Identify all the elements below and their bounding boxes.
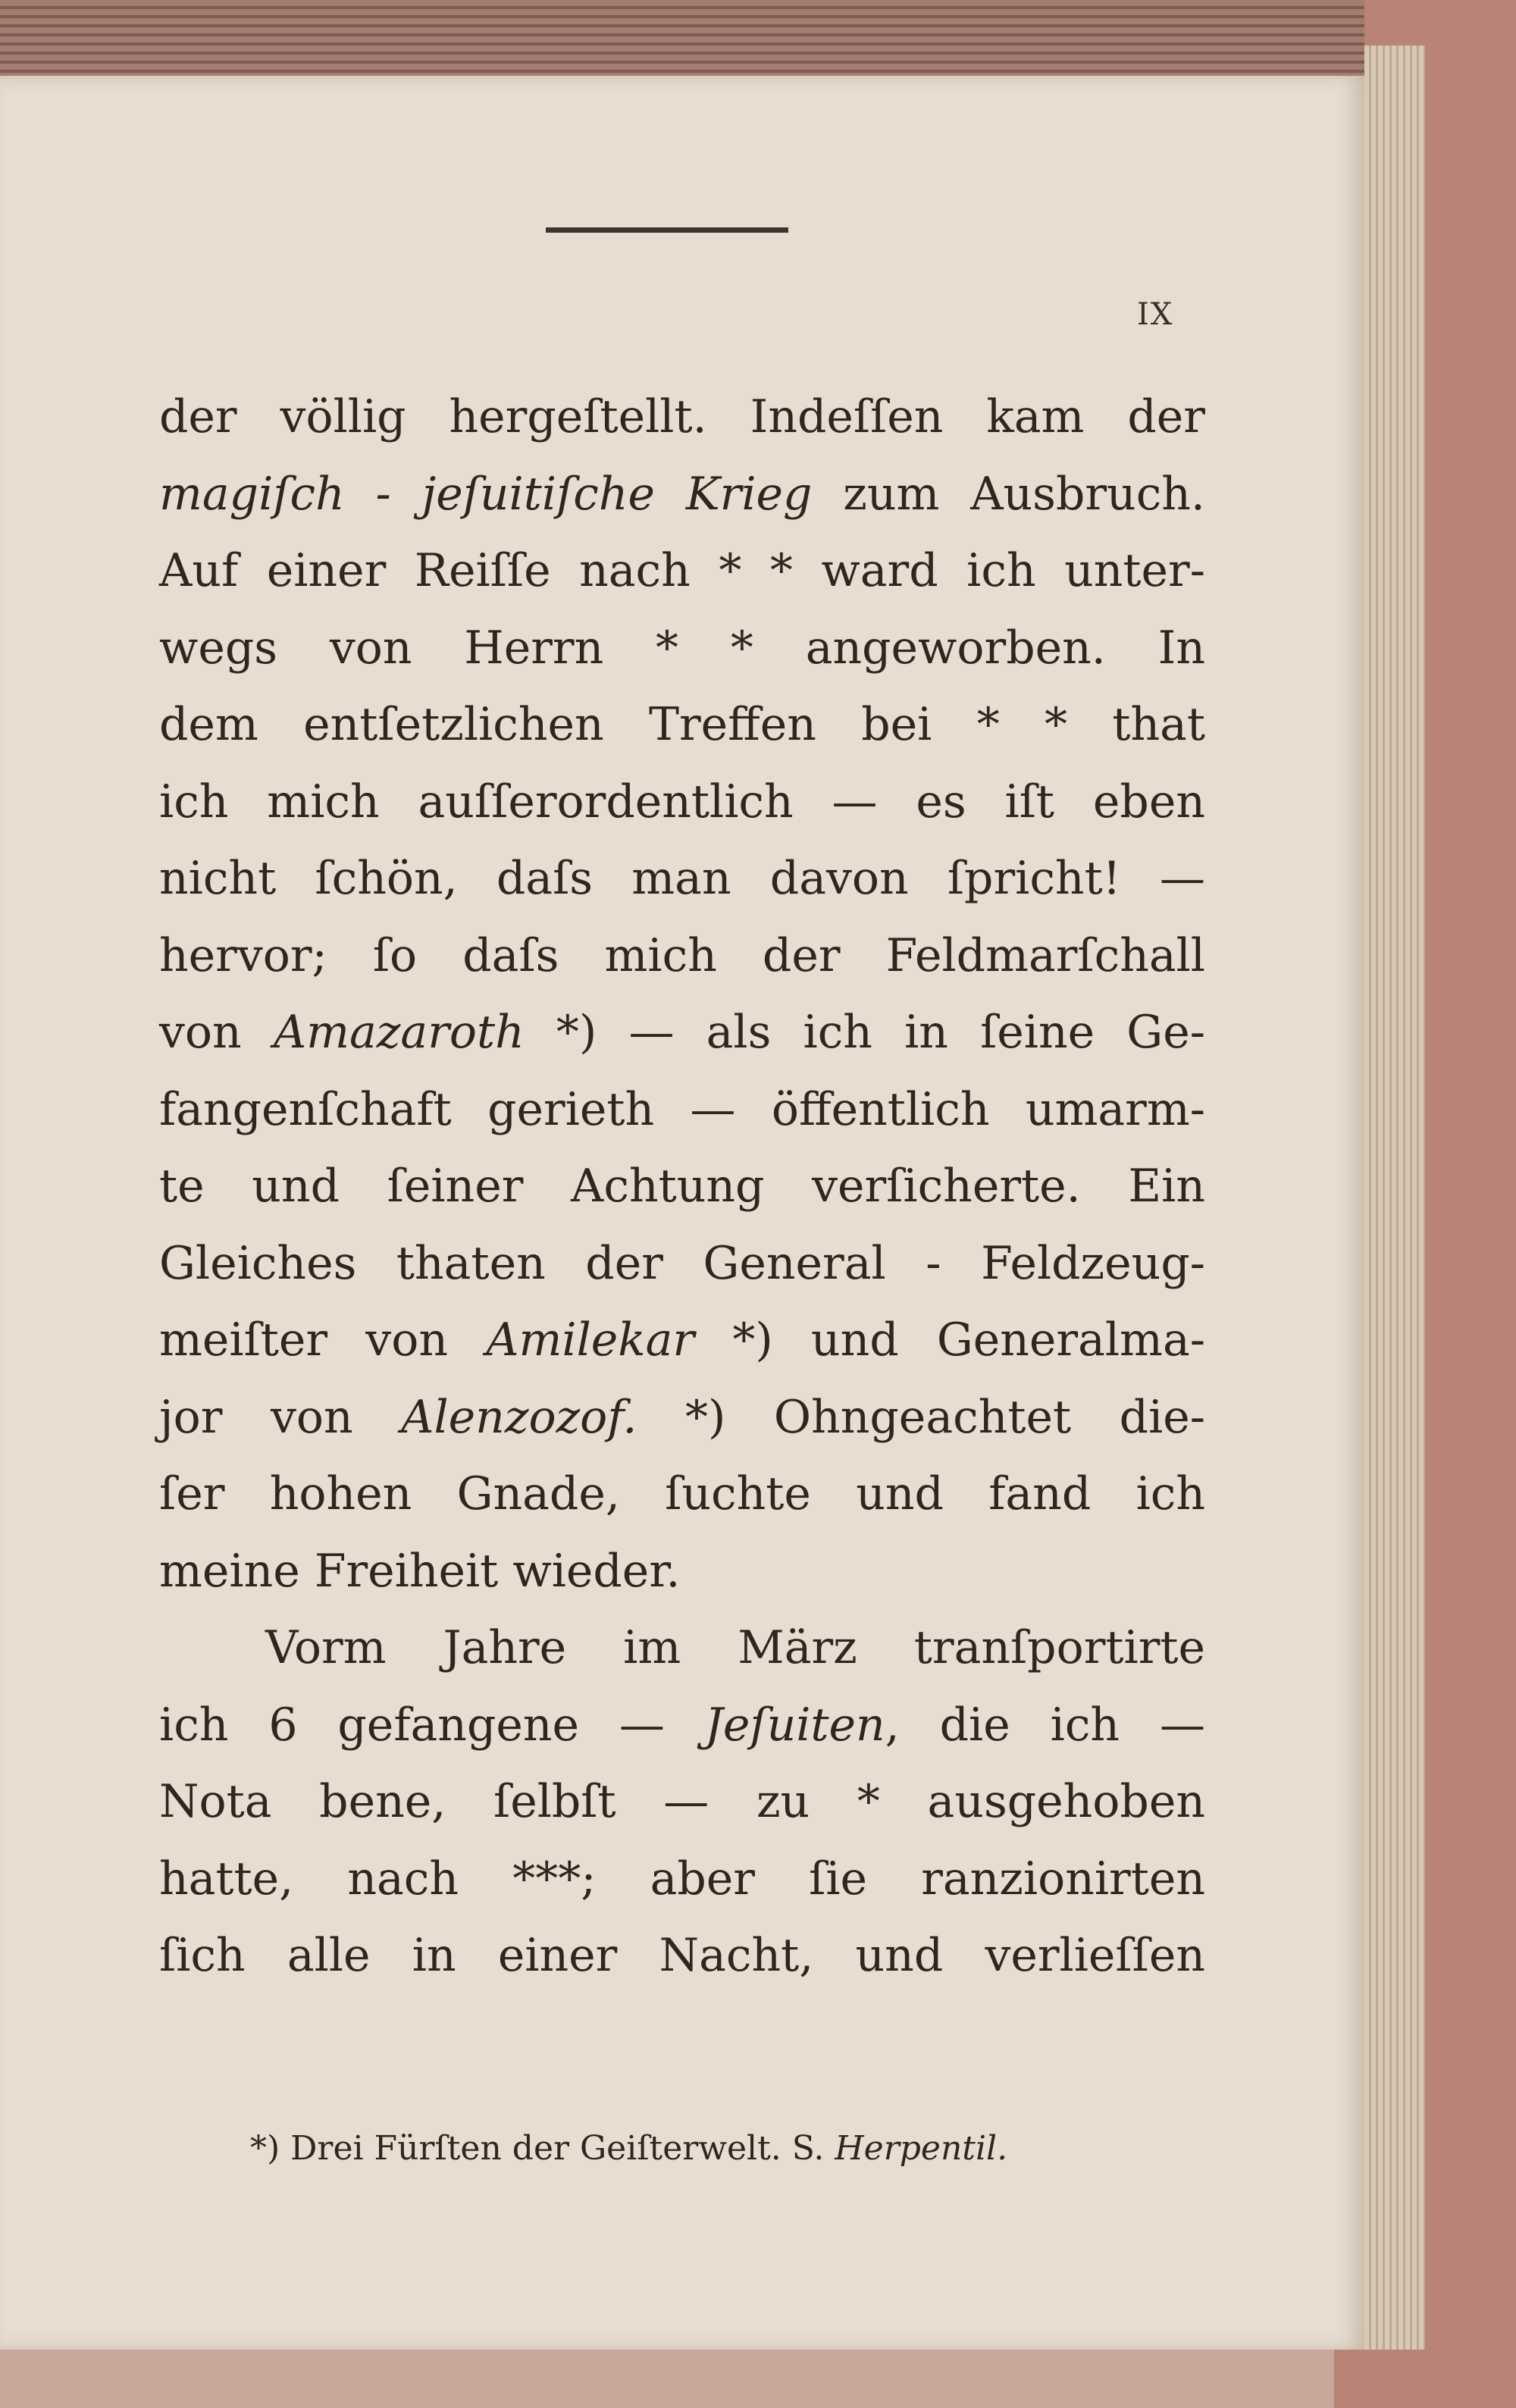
italic-term: Jeſuiten	[704, 1698, 885, 1752]
text-line	[159, 994, 1205, 1072]
text-line	[159, 1918, 1205, 1995]
text-line	[159, 1148, 1205, 1226]
text-run: Vorm Jahre im März tranſportirte	[265, 1621, 1205, 1674]
text-line	[159, 1533, 1205, 1611]
text-run: Auf einer Reiſſe nach * * ward ich unter-	[159, 544, 1205, 597]
text-line	[159, 1302, 1205, 1379]
text-run: meine Freiheit wieder.	[159, 1544, 681, 1598]
text-line	[159, 1764, 1205, 1841]
text-run: Nota bene, ſelbſt — zu * ausgehoben	[159, 1775, 1205, 1828]
text-run: ich 6 gefangene —	[159, 1698, 705, 1752]
text-run: zum Ausbruch.	[812, 467, 1206, 521]
book-top-edge	[0, 0, 1364, 76]
page-number: IX	[1137, 297, 1174, 332]
text-line	[159, 1687, 1205, 1765]
text-line	[159, 918, 1205, 995]
text-run: , die ich —	[885, 1698, 1205, 1752]
text-line	[159, 764, 1205, 841]
text-run: jor von	[159, 1390, 402, 1444]
italic-term: magiſch - jeſuitiſche Krieg	[159, 467, 813, 521]
text-run: fangenſchaft gerieth — öffentlich umarm-	[159, 1082, 1205, 1136]
text-line	[159, 841, 1205, 918]
text-run: wegs von Herrn * * angeworben. In	[159, 621, 1205, 675]
text-line	[159, 610, 1205, 687]
text-line	[159, 1610, 1205, 1687]
text-run: meiſter von	[159, 1314, 487, 1367]
text-run: nicht ſchön, daſs man davon ſpricht! —	[159, 852, 1205, 905]
text-line	[159, 1456, 1205, 1533]
text-run: *) — als ich in ſeine Ge-	[524, 1006, 1205, 1059]
text-run: *) und Generalma-	[694, 1314, 1206, 1367]
body-text	[159, 379, 1205, 1995]
text-line	[159, 687, 1205, 764]
footnote	[250, 2115, 1213, 2183]
text-line	[159, 1841, 1205, 1918]
text-run: hervor; ſo daſs mich der Feldmarſchall	[159, 928, 1205, 982]
text-line	[159, 1072, 1205, 1149]
text-line	[159, 1379, 1205, 1457]
footnote-reference: Herpentil.	[835, 2129, 1008, 2168]
italic-term: Amilekar	[486, 1314, 695, 1367]
text-line	[159, 456, 1205, 534]
header-rule	[546, 227, 788, 233]
text-run: *) Ohngeachtet die-	[637, 1390, 1205, 1444]
text-run: ſer hohen Gnade, ſuchte und fand ich	[159, 1467, 1205, 1520]
text-line	[159, 1226, 1205, 1303]
text-run: ich mich auſſerordentlich — es iſt eben	[159, 775, 1205, 828]
text-run: der völlig hergeſtellt. Indeſſen kam der	[159, 390, 1205, 443]
text-line	[159, 379, 1205, 456]
footnote-text: *) Drei Fürſten der Geiſterwelt. S.	[250, 2129, 835, 2168]
text-run: ſich alle in einer Nacht, und verlieſſen	[159, 1929, 1205, 1982]
text-run: te und ſeiner Achtung verſicherte. Ein	[159, 1160, 1205, 1213]
italic-term: Amazaroth	[273, 1006, 525, 1059]
page-stack-edge	[1364, 45, 1425, 2350]
text-run: Gleiches thaten der General - Feldzeug-	[159, 1236, 1205, 1290]
text-run: von	[159, 1006, 274, 1059]
text-run: dem entſetzlichen Treffen bei * * that	[159, 698, 1205, 751]
italic-term: Alenzozof.	[401, 1390, 637, 1444]
text-run: hatte, nach ***; aber ſie ranzionirten	[159, 1852, 1205, 1905]
text-line	[159, 533, 1205, 610]
